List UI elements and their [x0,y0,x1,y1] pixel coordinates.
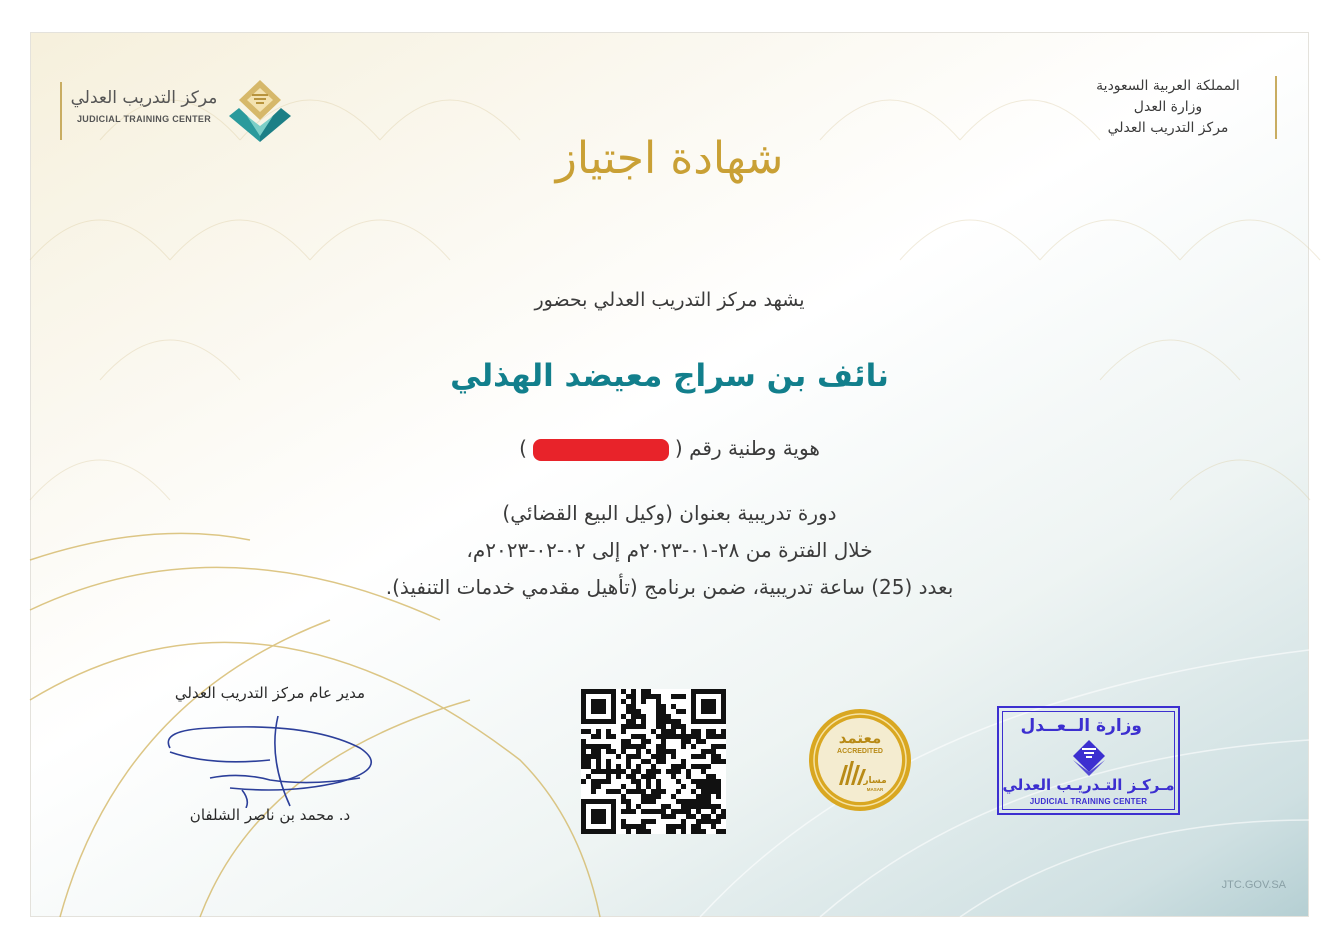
stamp-ministry: وزارة الــعــدل [1020,716,1142,736]
logo-divider [60,82,62,140]
header-ministry: وزارة العدل [1133,99,1203,115]
signatory-role: مدير عام مركز التدريب العدلي [174,684,366,702]
id-redaction-bar [533,439,669,461]
website-url[interactable]: JTC.GOV.SA [1221,879,1286,891]
stamp-emblem-icon [1065,738,1113,776]
logo-name-ar: مركز التدريب العدلي [70,88,218,108]
stamp-center-en: JUDICIAL TRAINING CENTER [1029,797,1148,806]
id-open-paren: ( [674,436,683,460]
header-authority-block [1073,76,1277,139]
certificate-title: شهادة اجتياز [555,133,784,184]
national-id-line [0,436,1339,461]
masar-ar: مسار [863,776,887,786]
masar-en: MASAR [866,787,884,792]
trainee-name: نائف بن سراج معيضد الهذلي [450,358,889,394]
period-line: خلال الفترة من ٢٨-٠١-٢٠٢٣م إلى ٠٢-٠٢-٢٠٢٣م، [466,538,873,562]
signatory-name: د. محمد بن ناصر الشلفان [189,806,351,824]
verification-qr-code[interactable] [581,689,726,838]
intro-line: يشهد مركز التدريب العدلي بحضور [534,289,805,311]
course-line: دورة تدريبية بعنوان (وكيل البيع القضائي) [502,501,837,525]
ministry-stamp [997,706,1180,815]
header-country: المملكة العربية السعودية [1096,78,1240,94]
id-label: هوية وطنية رقم [689,436,820,460]
signature-block [150,684,390,824]
accredited-en: ACCREDITED [837,748,883,755]
handwritten-signature [150,708,390,808]
accreditation-seal [807,707,913,817]
hours-line: بعدد (25) ساعة تدريبية، ضمن برنامج (تأهيل مقدمي خدمات التنفيذ). [385,575,954,599]
header-center: مركز التدريب العدلي [1107,120,1229,136]
stamp-center-ar: مـركـز التـدريـب العدلي [1002,776,1175,794]
accredited-ar: معتمد [838,729,882,747]
logo-name-en: JUDICIAL TRAINING CENTER [76,114,212,124]
id-close-paren: ) [519,436,527,460]
